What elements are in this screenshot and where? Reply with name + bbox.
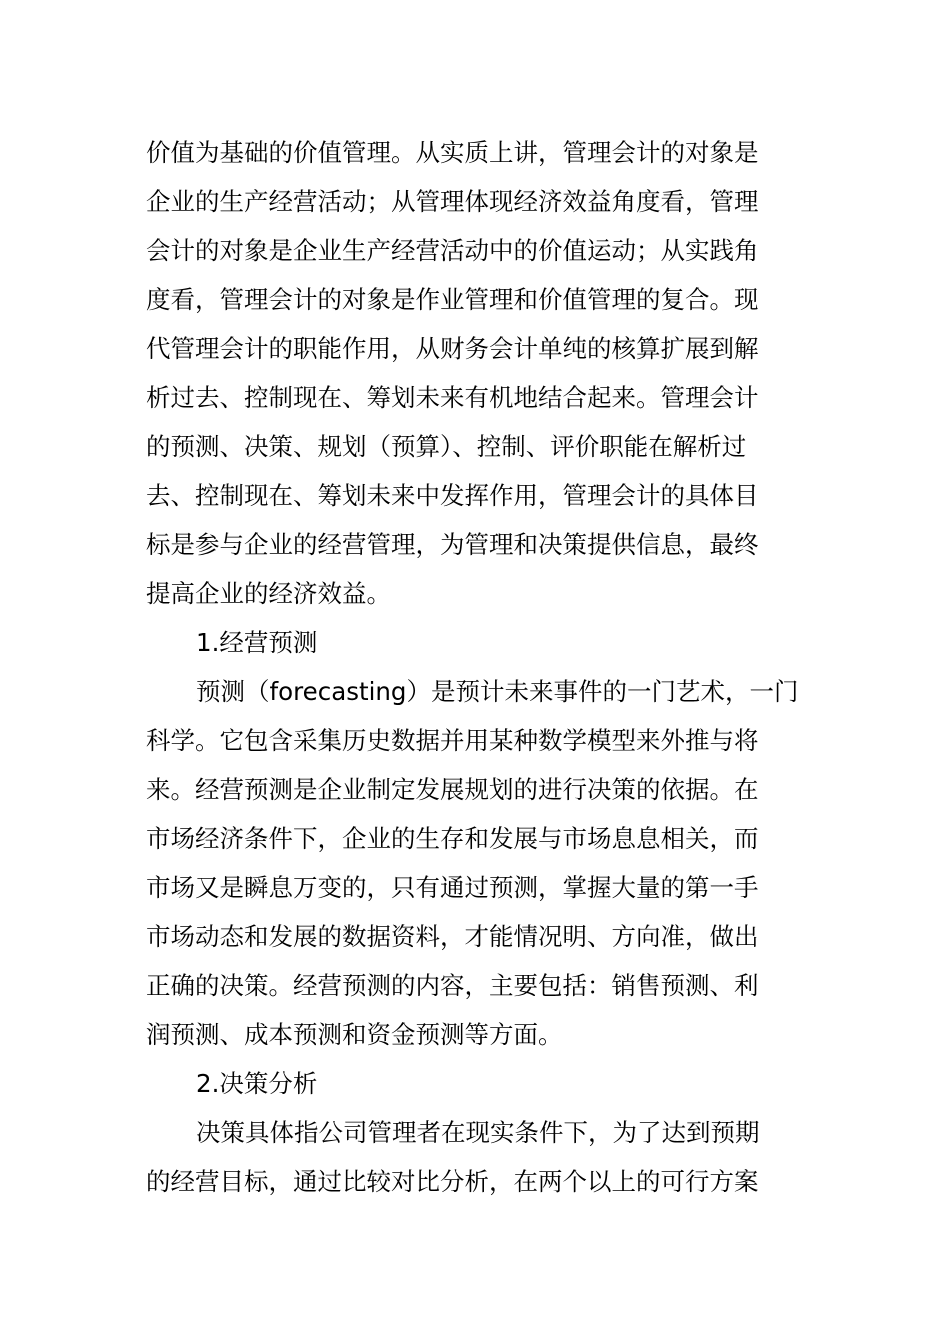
paragraph-line: 决策具体指公司管理者在现实条件下，为了达到预期: [196, 1118, 760, 1147]
paragraph-line: 度看，管理会计的对象是作业管理和价值管理的复合。现: [146, 285, 759, 314]
paragraph-line: 预测（forecasting）是预计未来事件的一门艺术，一门: [196, 677, 799, 706]
paragraph-line: 市场动态和发展的数据资料，才能情况明、方向准，做出: [146, 922, 759, 951]
paragraph-line: 润预测、成本预测和资金预测等方面。: [146, 1020, 563, 1049]
paragraph-line: 提高企业的经济效益。: [146, 579, 391, 608]
paragraph-line: 市场又是瞬息万变的，只有通过预测，掌握大量的第一手: [146, 873, 759, 902]
paragraph-line: 科学。它包含采集历史数据并用某种数学模型来外推与将: [146, 726, 759, 755]
paragraph-line: 的经营目标，通过比较对比分析，在两个以上的可行方案: [146, 1167, 759, 1196]
document-body: [146, 128, 806, 1206]
paragraph-line: 价值为基础的价值管理。从实质上讲，管理会计的对象是: [146, 138, 759, 167]
paragraph-line: 市场经济条件下，企业的生存和发展与市场息息相关，而: [146, 824, 759, 853]
section-heading: 1.经营预测: [196, 628, 318, 657]
paragraph-line: 来。经营预测是企业制定发展规划的进行决策的依据。在: [146, 775, 759, 804]
paragraph-line: 析过去、控制现在、筹划未来有机地结合起来。管理会计: [146, 383, 759, 412]
paragraph-line: 代管理会计的职能作用，从财务会计单纯的核算扩展到解: [146, 334, 759, 363]
section-heading: 2.决策分析: [196, 1069, 318, 1098]
paragraph-line: 标是参与企业的经营管理，为管理和决策提供信息，最终: [146, 530, 759, 559]
paragraph-line: 正确的决策。经营预测的内容，主要包括：销售预测、利: [146, 971, 759, 1000]
paragraph-line: 去、控制现在、筹划未来中发挥作用，管理会计的具体目: [146, 481, 759, 510]
paragraph-line: 企业的生产经营活动；从管理体现经济效益角度看，管理: [146, 187, 759, 216]
paragraph-line: 会计的对象是企业生产经营活动中的价值运动；从实践角: [146, 236, 759, 265]
paragraph-line: 的预测、决策、规划（预算）、控制、评价职能在解析过: [146, 432, 747, 461]
